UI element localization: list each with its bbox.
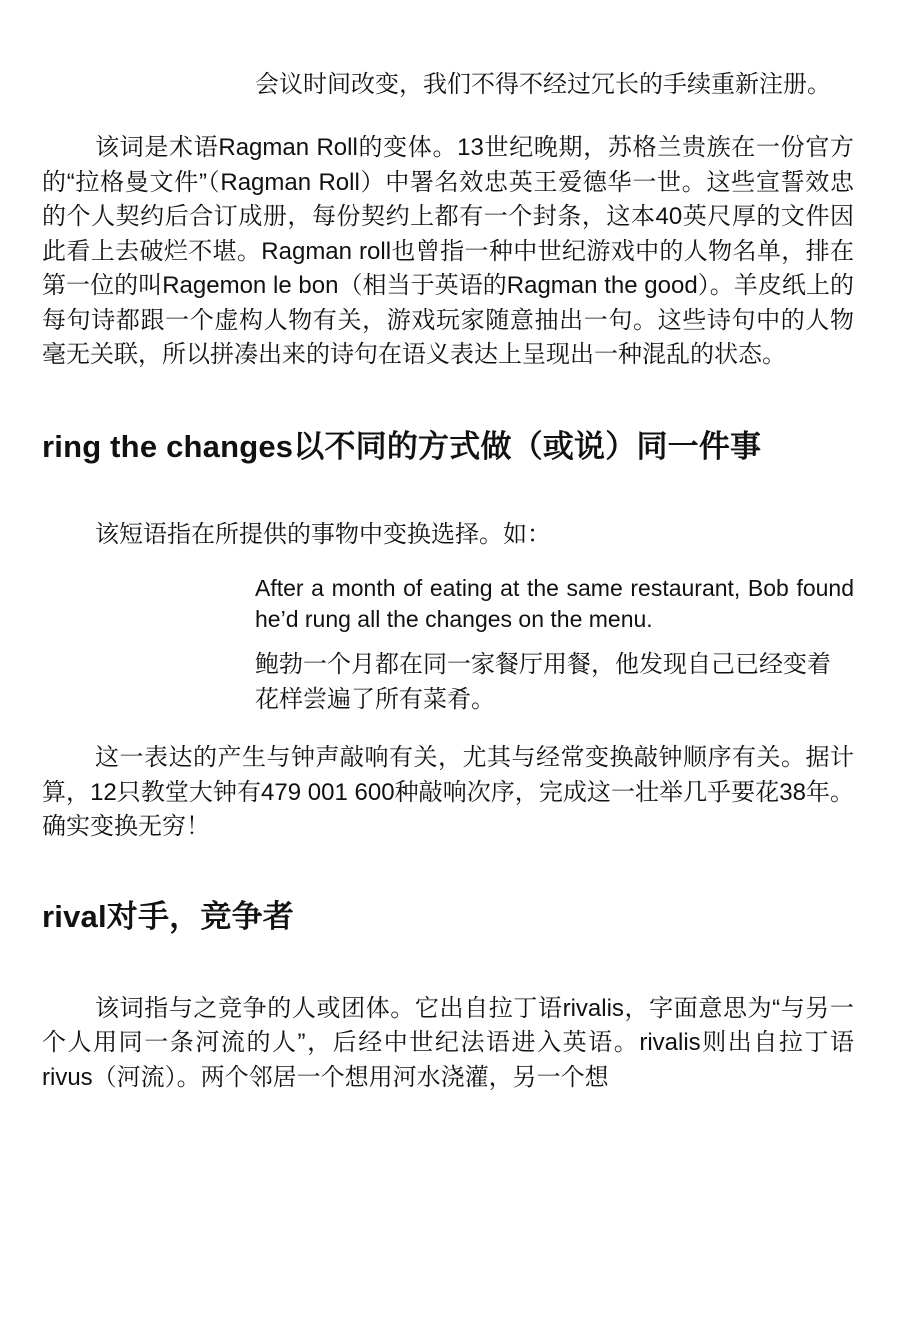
example-translation-register: 会议时间改变，我们不得不经过冗长的手续重新注册。 xyxy=(255,71,831,98)
paragraph-ring-origin: 这一表达的产生与钟声敲响有关，尤其与经常变换敲钟顺序有关。据计算，12只教堂大钟有479 001 600种敲响次序，完成这一壮举几乎要花38年。确实变换无穷！ xyxy=(42,744,854,840)
example-sentence-english: After a month of eating at the same restaurant, Bob found he’d rung all the changes on the menu. xyxy=(255,575,854,632)
paragraph-ring-intro: 该短语指在所提供的事物中变换选择。如： xyxy=(95,520,551,548)
book-page xyxy=(42,0,854,1095)
entry-heading-rival: rival对手，竞争者 xyxy=(42,898,294,934)
paragraph-ragman-etymology: 该词是术语Ragman Roll的变体。13世纪晚期，苏格兰贵族在一份官方的“拉格曼文件”（Ragman Roll）中署名效忠英王爱德华一世。这些宣誓效忠的个人契约后合订成册，每份契约上都有一个封条，这本40英尺厚的文件因此看上去破烂不堪。Ragman roll也曾指一种中世纪游戏中的人物名单，排在第一位的叫Ragemon le bon（相当于英语的Ragman the good）。羊皮纸上的每句诗都跟一个虚构人物有关，游戏玩家随意抽出一句。这些诗句中的人物毫无关联，所以拼凑出来的诗句在语义表达上呈现出一种混乱的状态。 xyxy=(42,134,854,368)
entry-heading-ring-the-changes: ring the changes以不同的方式做（或说）同一件事 xyxy=(42,428,762,464)
example-block-ring xyxy=(255,573,854,717)
paragraph-rival-etymology: 该词指与之竞争的人或团体。它出自拉丁语rivalis，字面意思为“与另一个人用同一条河流的人”，后经中世纪法语进入英语。rivalis则出自拉丁语rivus（河流）。两个邻居一个想用河水浇灌，另一个想 xyxy=(42,994,854,1091)
example-sentence-chinese: 鲍勃一个月都在同一家餐厅用餐，他发现自己已经变着花样尝遍了所有菜肴。 xyxy=(255,651,831,713)
